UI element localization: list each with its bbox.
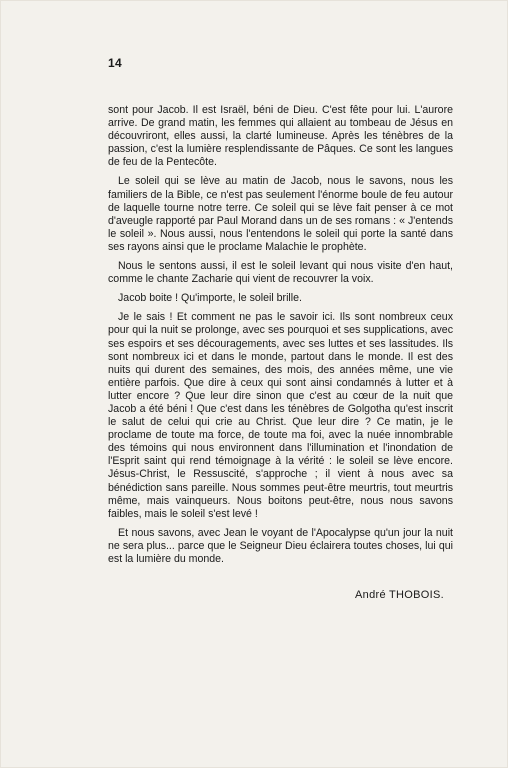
paragraph: Et nous savons, avec Jean le voyant de l'Apocalypse qu'un jour la nuit ne sera plus... parce que le Seigneur Dieu éclairera toutes choses, lui qui est la lumière du monde.: [108, 526, 453, 565]
page-number: 14: [108, 56, 122, 70]
paragraph: Nous le sentons aussi, il est le soleil levant qui nous visite d'en haut, comme le chante Zacharie qui vient de recouvrer la voix.: [108, 260, 453, 286]
paragraph: Le soleil qui se lève au matin de Jacob, nous le savons, nous les familiers de la Bible, ce n'est pas seulement l'énorme boule de feu autour de laquelle tourne notre terre. Ce soleil qui se lève fait penser à ce mot d'aveugle rapporté par Paul Morand dans un de ses romans : « J'entends le soleil ». Nous aussi, nous l'entendons le soleil qui porte la santé dans ses rayons ainsi que le proclame Malachie le prophète.: [108, 175, 453, 253]
author-signature: André THOBOIS.: [355, 589, 444, 601]
paragraph: Je le sais ! Et comment ne pas le savoir ici. Ils sont nombreux ceux pour qui la nuit se prolonge, avec ses pourquoi et ses supplications, avec ses espoirs et ses découragements, avec ses luttes et ses lassitudes. Ils sont nombreux ici et dans le monde, partout dans le monde. Il est des nuits qui durent des semaines, des mois, des années même, une vie entière parfois. Que dire à ceux qui sont ainsi condamnés à lutter et à lutter encore ? Que leur dire sinon que c'est au cœur de la nuit que Jacob a été béni ! Que c'est dans les ténèbres de Golgotha qu'est inscrit le salut de celui qui crie au Christ. Que leur dire ? Ce matin, je le proclame de toute ma force, de toute ma foi, avec la nuée innombrable des témoins qui nous environnent dans l'illumination et l'inondation de l'Esprit saint qui rend témoignage à la vérité : le soleil se lève encore. Jésus-Christ, le Ressuscité, s'approche ; il vient à nous avec sa bénédiction sans pareille. Nous sommes peut-être meurtris, tout meurtris même, mais vainqueurs. Nous boitons peut-être, nous nous savons faibles, mais le soleil s'est levé !: [108, 311, 453, 520]
paragraph: sont pour Jacob. Il est Israël, béni de Dieu. C'est fête pour lui. L'aurore arrive. De grand matin, les femmes qui allaient au tombeau de Jésus en découvriront, elles aussi, la clarté lumineuse. Après les ténèbres de la passion, c'est la lumière resplendissante de Pâques. Ce sont les langues de feu de la Pentecôte.: [108, 104, 453, 169]
paragraph: Jacob boite ! Qu'importe, le soleil brille.: [118, 292, 302, 305]
body-text: [108, 104, 453, 572]
